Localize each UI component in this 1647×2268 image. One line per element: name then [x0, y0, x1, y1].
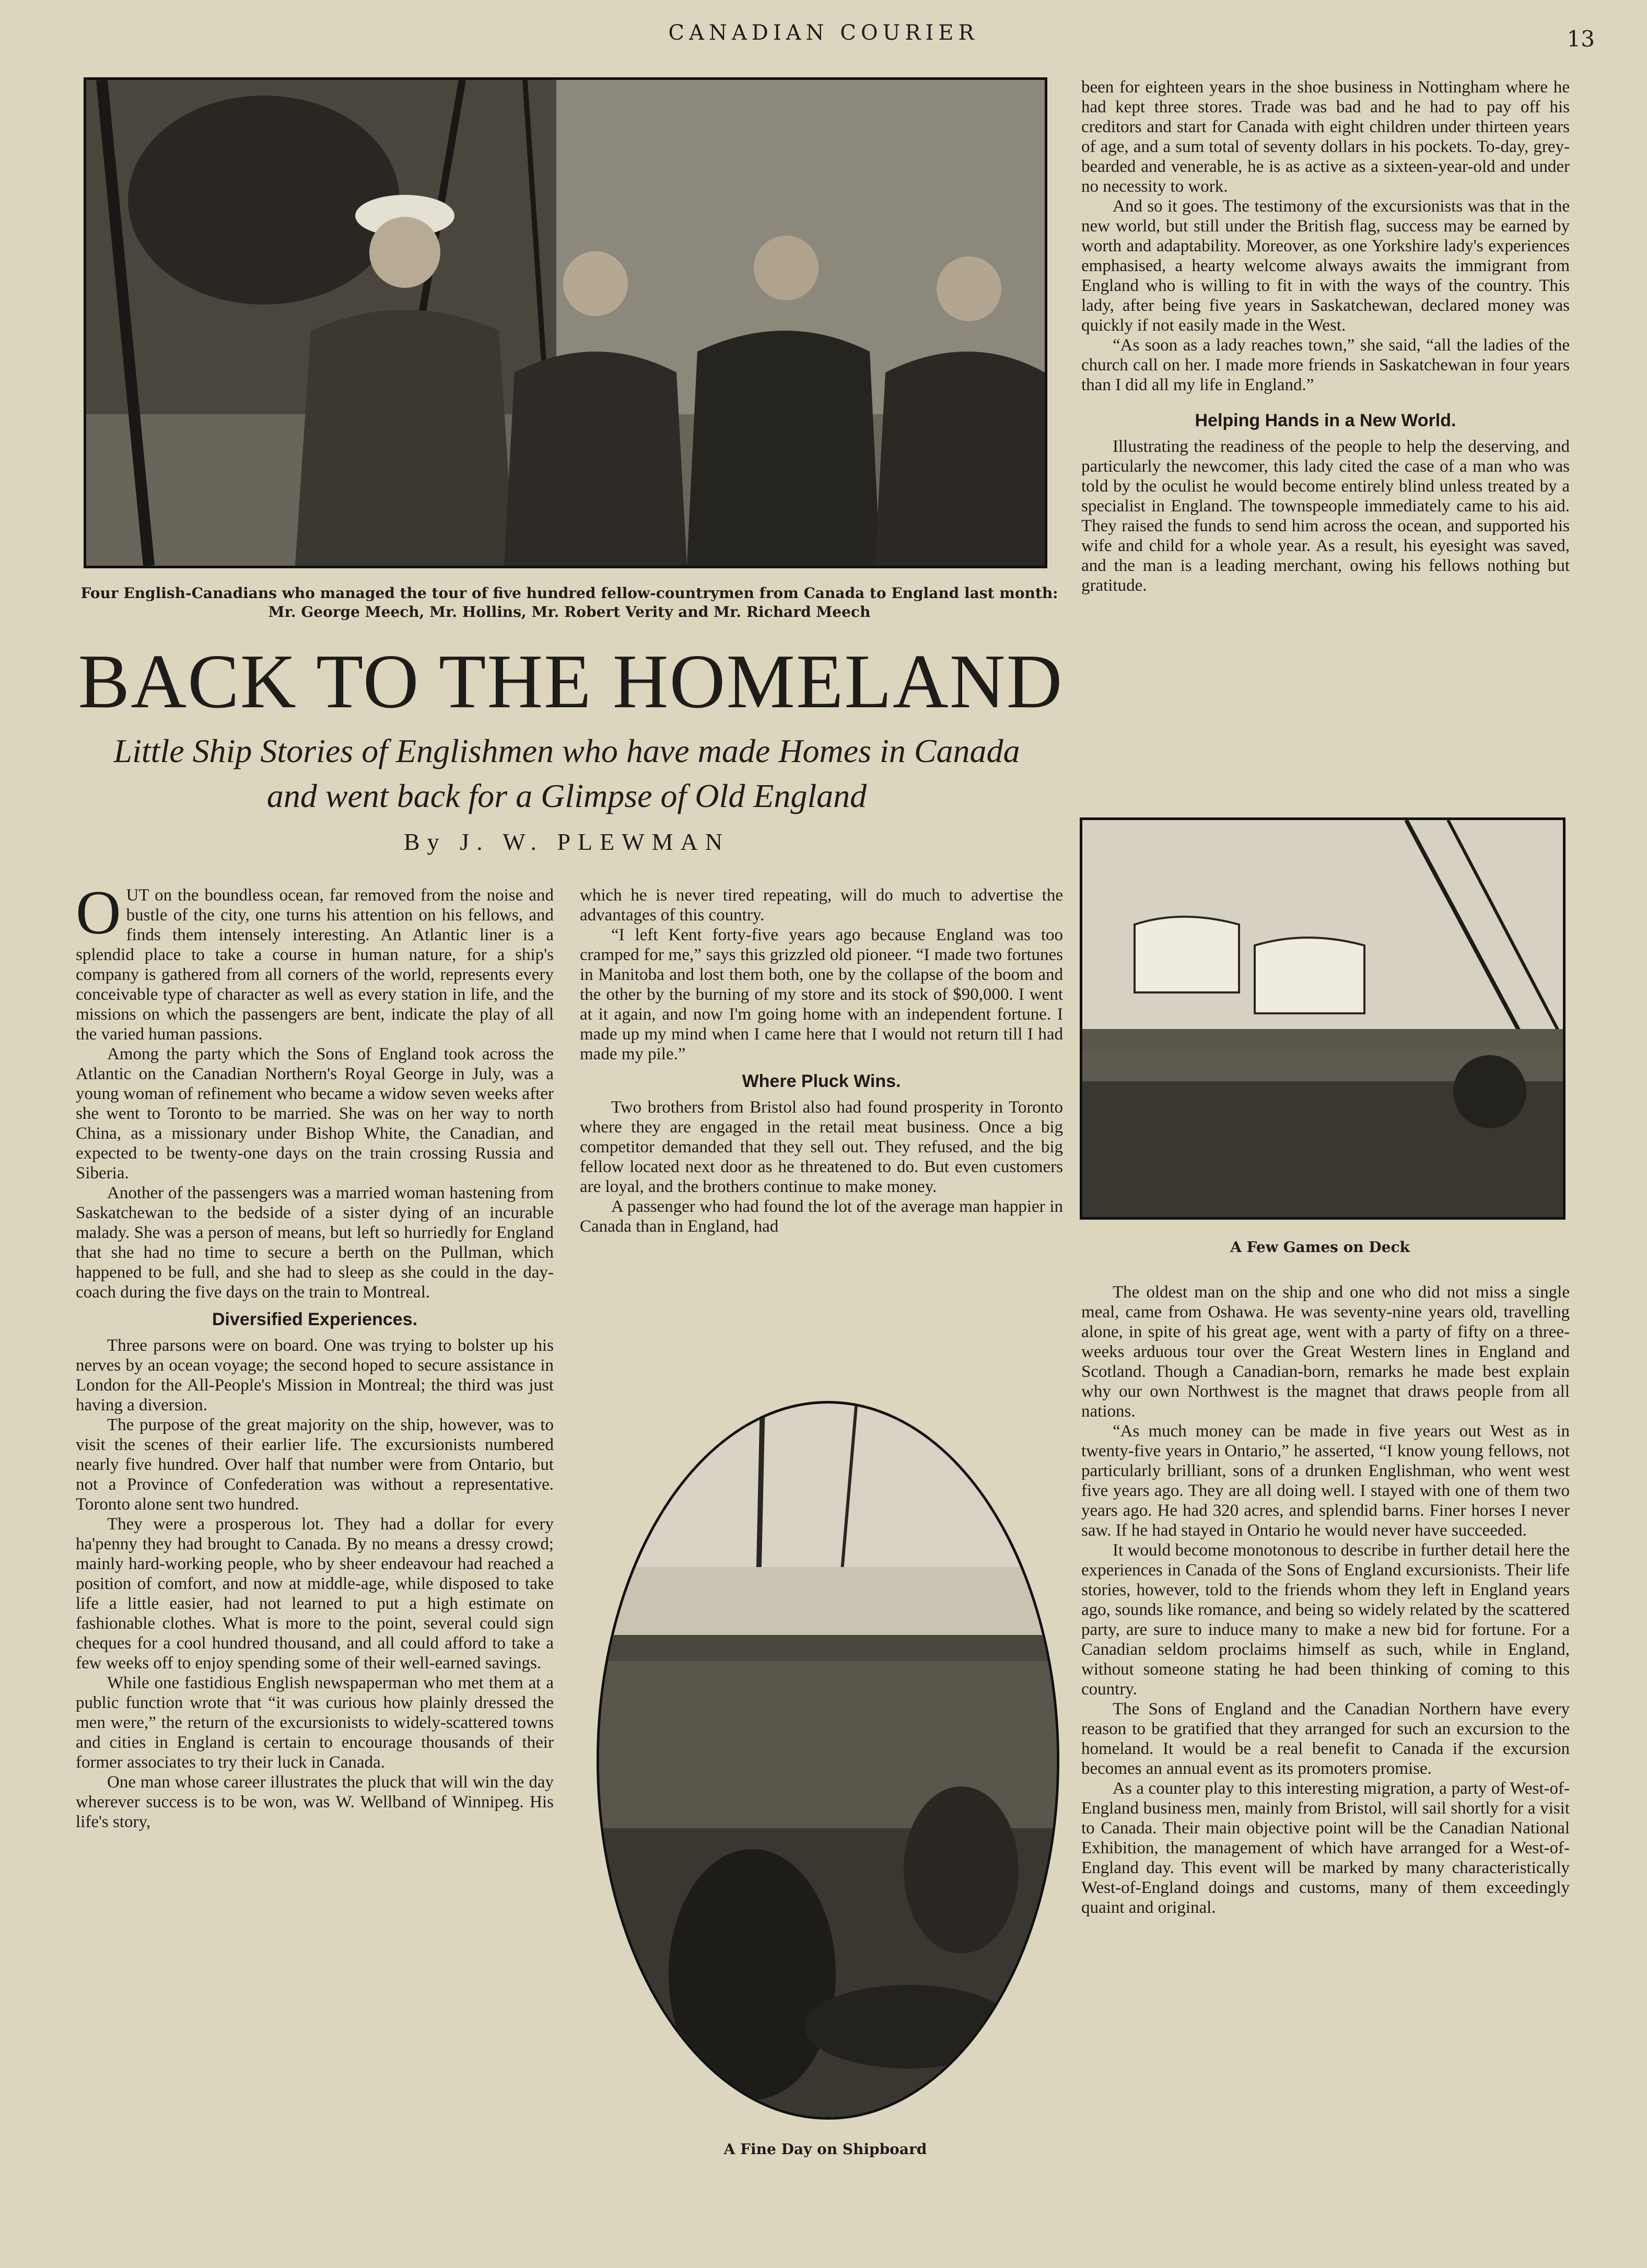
- page-number: 13: [1567, 26, 1595, 52]
- article-subtitle: [63, 729, 1071, 819]
- article-byline: By J. W. PLEWMAN: [404, 828, 730, 855]
- paragraph: One man whose career illustrates the pluck that will win the day wherever success is to be won, was W. Wellband of Winnipeg. His life's story,: [76, 1773, 554, 1831]
- paragraph: “As much money can be made in five years out West as in twenty-five years in Ontario,” he asserted, “I know young fellows, not particularly brilliant, sons of a drunken Englishman, who went west five years ago. They are all doing well. I stayed with one of them two years ago. He had 320 acres, and splendid barns. Finer horses I never saw. If he had stayed in Ontario he would never have succeeded.: [1081, 1422, 1570, 1540]
- paragraph: which he is never tired repeating, will do much to advertise the advantages of this country.: [580, 886, 1063, 925]
- paragraph: As a counter play to this interesting migration, a party of West-of-England business men, mainly from Bristol, will sail shortly for a visit to Canada. Their main objective point will be the Canadian National Exhibition, the management of which have arranged for a West-of-England day. This event will be marked by many characteristically West-of-England doings and customs, many of them exceedingly quaint and original.: [1081, 1779, 1570, 1917]
- paragraph: It would become monotonous to describe in further detail here the experiences in Canada of the Sons of England excursionists. Their life stories, however, told to the friends whom they left in England years ago, sounds like romance, and being so widely related by the scattered party, are sure to induce many to make a new bid for fortune. For a Canadian seldom proclaims himself as such, while in England, without someone stating he had been thinking of coming to this country.: [1081, 1541, 1570, 1699]
- photo-games-on-deck: [1080, 817, 1566, 1220]
- paragraph: They were a prosperous lot. They had a dollar for every ha'penny they had brought to Canada. By no means a dressy crowd; mainly hard-working people, who by sheer endeavour had reached a position of comfort, and now at middle-age, while disposed to take life a little easier, had not learned to put a high estimate on fashionable clothes. What is more to the point, several could sign cheques for a cool hundred thousand, and all could afford to take a few weeks off to enjoy spending some of their well-earned savings.: [76, 1515, 554, 1673]
- paragraph: While one fastidious English newspaperman who met them at a public function wrote that “it was curious how plainly dressed the men were,” the return of the excursionists to widely-scattered towns and cities in England is certain to encourage thousands of their former associates to try their luck in Canada.: [76, 1674, 554, 1772]
- subheading: Where Pluck Wins.: [742, 1071, 901, 1091]
- paragraph: “As soon as a lady reaches town,” she said, “all the ladies of the church call on her. I made more friends in Saskatchewan in four years than I did all my life in England.”: [1081, 336, 1570, 394]
- paragraph: Two brothers from Bristol also had found prosperity in Toronto where they are engaged in the retail meat business. Once a big competitor demanded that they sell out. They refused, and the big fellow located next door as he threatened to do. But even customers are loyal, and the brothers continue to make money.: [580, 1098, 1063, 1196]
- article-column-1: [76, 878, 554, 2160]
- paragraph: A passenger who had found the lot of the average man happier in Canada than in England, had: [580, 1197, 1063, 1236]
- paragraph: “I left Kent forty-five years ago because England was too cramped for me,” says this grizzled old pioneer. “I made two fortunes in Manitoba and lost them both, one by the collapse of the boom and the other by the burning of my store and its stock of $90,000. I went at it again, and now I'm going home with an independent fortune. I made up my mind when I came here that I would not return till I had made my pile.”: [580, 926, 1063, 1063]
- photo-four-men-caption: Four English-Canadians who managed the tour of five hundred fellow-countrymen from Canada to England last month: Mr. George Meech, Mr. Hollins, Mr. Robert Verity and Mr. Richard Meech: [80, 584, 1058, 621]
- photo-games-on-deck-caption: A Few Games on Deck: [1230, 1238, 1410, 1256]
- subtitle-line-1: Little Ship Stories of Englishmen who have made Homes in Canada: [113, 732, 1020, 769]
- paragraph: been for eighteen years in the shoe business in Nottingham where he had kept three stores. Trade was bad and he had to pay off his creditors and start for Canada with eight children under thirteen years of age, and a sum total of seventy dollars in his pockets. To-day, grey-bearded and venerable, he is as active as a sixteen-year-old and under no necessity to work.: [1081, 78, 1570, 196]
- article-column-3: [1081, 77, 1570, 809]
- photo-shipboard-oval: [595, 1400, 1060, 2121]
- paragraph: The purpose of the great majority on the ship, however, was to visit the scenes of their earlier life. The excursionists numbered nearly five hundred. Over half that number were from Ontario, but not a Province of Confederation was without a representative. Toronto alone sent two hundred.: [76, 1416, 554, 1514]
- photo-shipboard-caption: A Fine Day on Shipboard: [723, 2141, 927, 2158]
- article-column-3-continued: [1081, 1282, 1570, 2165]
- paragraph: And so it goes. The testimony of the excursionists was that in the new world, but still under the British flag, success may be earned by worth and adaptability. Moreover, as one Yorkshire lady's experiences emphasised, a hearty welcome always awaits the immigrant from England who is willing to fit in with the ways of the country. This lady, after being five years in Saskatchewan, declared money was quickly if not easily made in the West.: [1081, 197, 1570, 335]
- paragraph: OUT on the boundless ocean, far removed from the noise and bustle of the city, one turns his attention on his fellows, and finds them intensely interesting. An Atlantic liner is a splendid place to take a course in human nature, for a ship's company is gathered from all corners of the world, represents every conceivable type of character as well as every station in life, and the missions on which the passengers are bent, indicate the play of all the varied human passions.: [76, 878, 554, 1044]
- paragraph: Another of the passengers was a married woman hastening from Saskatchewan to the bedside of a sister dying of an incurable malady. She was a person of means, but left so hurriedly for England that she had no time to secure a berth on the Pullman, which happened to be full, and she had to sleep as she could in the day-coach during the five days on the train to Montreal.: [76, 1184, 554, 1302]
- paragraph: Among the party which the Sons of England took across the Atlantic on the Canadian Northern's Royal George in July, was a young woman of refinement who became a widow seven weeks after she went to Toronto to be married. She was on her way to north China, as a missionary under Bishop White, the Canadian, and expected to be twenty-one days on the train crossing Russia and Siberia.: [76, 1045, 554, 1183]
- subheading: Helping Hands in a New World.: [1195, 411, 1456, 430]
- photo-four-men: [84, 77, 1047, 568]
- subheading: Diversified Experiences.: [212, 1310, 418, 1329]
- paragraph: The oldest man on the ship and one who did not miss a single meal, came from Oshawa. He was seventy-nine years old, travelling alone, in spite of his great age, went with a party of fifty on a three-weeks arduous tour over the Great Western lines in England and Scotland. Though a Canadian-born, remarks he made best explain why our own Northwest is the magnet that draws people from all nations.: [1081, 1283, 1570, 1421]
- paragraph: The Sons of England and the Canadian Northern have every reason to be gratified that they arranged for such an excursion to the homeland. It would be a real benefit to Canada if the excursion becomes an annual event as its promoters promise.: [1081, 1700, 1570, 1778]
- article-title: BACK TO THE HOMELAND: [78, 639, 1064, 724]
- drop-cap: O: [76, 878, 121, 947]
- paragraph: Illustrating the readiness of the people to help the deserving, and particularly the newcomer, this lady cited the case of a man who was told by the oculist he would become entirely blind unless treated by a specialist in England. The townspeople immediately came to his aid. They raised the funds to send him across the ocean, and supported his wife and child for a whole year. As a result, his eyesight was saved, and the man is a leading merchant, owing his fellows nothing but gratitude.: [1081, 437, 1570, 595]
- subtitle-line-2: and went back for a Glimpse of Old England: [266, 777, 867, 814]
- article-column-2: [580, 885, 1063, 1382]
- publication-header: CANADIAN COURIER: [668, 21, 979, 45]
- paragraph: Three parsons were on board. One was trying to bolster up his nerves by an ocean voyage; the second hoped to secure assistance in London for the All-People's Mission in Montreal; the third was just having a diversion.: [76, 1336, 554, 1414]
